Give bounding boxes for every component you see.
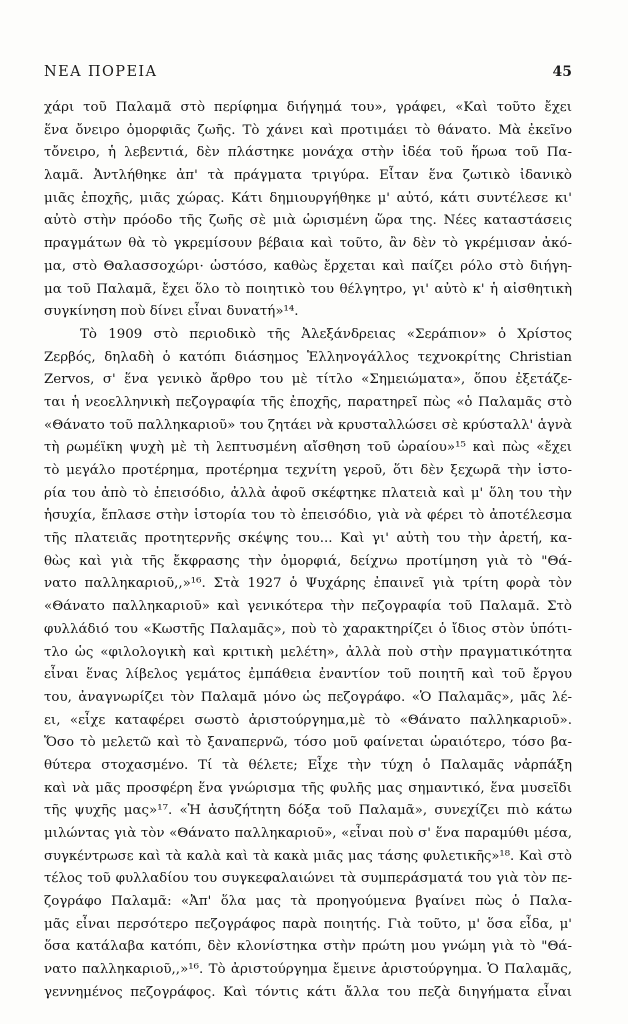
text-line: τὄνειρο, ἡ λεβεντιά, δὲν πλάστηκε μονάχα στὴν ἰδέα τοῦ ἥρωα τοῦ Πα- [44, 145, 572, 161]
text-line: ρία του ἀπὸ τὸ ἐπεισόδιο, ἀλλὰ ἀφοῦ σκέφτηκε πλατειὰ καὶ μ' ὅλη του τὴν [44, 485, 572, 501]
text-line: τῆς ψυχῆς μας»¹⁷. «Ἡ ἀσυζήτητη δόξα τοῦ Παλαμᾶ», συνεχίζει πιὸ κάτω [44, 803, 572, 819]
text-line: μιλώντας γιὰ τὸν «Θάνατο παλληκαριοῦ», «εἶναι ποὺ σ' ἕνα παραμύθι μέσα, [44, 826, 572, 841]
text-line: λαμᾶ. Ἀντλήθηκε ἀπ' τὰ πράγματα τριγύρα. Εἶταν ἕνα ζωτικὸ ἰδανικὸ [44, 168, 572, 184]
text-line: ὅσα κατάλαβα κατόπι, δὲν κλονίστηκα στὴν πρώτη μου γνώμη γιὰ τὸ "Θά- [44, 939, 572, 955]
page-number: 45 [552, 64, 572, 80]
running-head: ΝΕΑ ΠΟΡΕΙΑ [44, 64, 158, 80]
text-line: αὐτὸ στὴν πρόοδο τῆς ζωῆς σὲ μιὰ ὡρισμένη ὥρα της. Νέες καταστάσεις [44, 213, 572, 229]
text-line: «Θάνατο παλληκαριοῦ» καὶ γενικότερα τὴν πεζογραφία τοῦ Παλαμᾶ. Στὸ [44, 599, 572, 615]
text-line: ἡσυχία, ἔπλασε στὴν ἱστορία του τὸ ἐπεισόδιο, γιὰ νὰ φέρει τὸ ἀποτέλεσμα [44, 508, 572, 524]
text-line: Ζερβός, δηλαδὴ ὁ κατόπι διάσημος Ἑλληνογάλλος τεχνοκρίτης Christian [44, 349, 572, 365]
text-line: μα, στὸ Θαλασσοχώρι· ὡστόσο, καθὼς ἔρχεται καὶ παίζει ρόλο στὸ διήγη- [44, 258, 572, 274]
text-line: πραγμάτων θὰ τὸ γκρεμίσουν βέβαια καὶ τοῦτο, ἂν δὲν τὸ γκρέμισαν ἀκό- [44, 236, 572, 252]
text-line: «Θάνατο τοῦ παλληκαριοῦ» του ζητάει νὰ κρυσταλλώσει σὲ κρύσταλλ' ἁγνὰ [44, 417, 572, 433]
text-line: τέλος τοῦ φυλλαδίου του συγκεφαλαιώνει τὰ συμπεράσματά του γιὰ τὸν πε- [44, 871, 572, 887]
text-line: του, ἀναγνωρίζει τὸν Παλαμᾶ μόνο ὡς πεζογράφο. «Ὁ Παλαμᾶς», μᾶς λέ- [44, 689, 572, 705]
text-line: θύτερα στοχασμένο. Τί τὰ θέλετε; Εἶχε τὴν τύχη ὁ Παλαμᾶς νἀρπάξη [44, 757, 572, 773]
text-line: θὼς καὶ γιὰ τῆς ἔκφρασης τὴν ὀμορφιά, δείχνω προτίμηση γιὰ τὸ "Θά- [44, 553, 572, 569]
paragraph-start-line: Τὸ 1909 στὸ περιοδικὸ τῆς Ἀλεξάνδρειας «Σεράπιον» ὁ Χρίστος [80, 326, 572, 342]
text-line: χάρι τοῦ Παλαμᾶ στὸ περίφημα διήγημά του», γράφει, «Καὶ τοῦτο ἔχει [44, 100, 572, 115]
text-line: τὸ μεγάλο προτέρημα, προτέρημα τεχνίτη γεροῦ, ὅτι δὲν ξεχωρᾶ τὴν ἱστο- [44, 463, 572, 478]
text-line: μα τοῦ Παλαμᾶ, ἔχει ὅλο τὸ ποιητικὸ του θέλγητρο, γι' αὐτὸ κ' ἡ αἰσθητικὴ [44, 281, 572, 297]
body-text [44, 97, 572, 1005]
text-line: μᾶς εἶναι περσότερο πεζογράφος παρὰ ποιητής. Γιὰ τοῦτο, μ' ὅσα εἶδα, μ' [44, 916, 572, 932]
text-line: μιᾶς ἐποχῆς, μιᾶς χώρας. Κάτι δημιουργήθηκε μ' αὐτό, κάτι συντέλεσε κι' [44, 190, 572, 206]
text-line: ει, «εἶχε καταφέρει σωστὸ ἀριστούργημα,μὲ τὸ «Θάνατο παλληκαριοῦ». [44, 712, 572, 728]
page-header [44, 64, 572, 86]
text-line: Ὅσο τὸ μελετῶ καὶ τὸ ξαναπερνῶ, τόσο μοῦ φαίνεται ὡραιότερο, τόσο βα- [44, 735, 572, 751]
text-line: φυλλάδιό του «Κωστῆς Παλαμᾶς», ποὺ τὸ χαρακτηρίζει ὁ ἴδιος στὸν ὑπότι- [44, 621, 572, 637]
text-line: ἕνα ὄνειρο ὀμορφιᾶς ζωῆς. Τὸ χάνει καὶ προτιμάει τὸ θάνατο. Μὰ ἐκεῖνο [44, 122, 572, 138]
text-line: τῆς πλατειᾶς προτητερνῆς σκέψης του... Καὶ γι' αὐτὴ του τὴν ἀρετή, κα- [44, 531, 572, 547]
text-line: τλο ὡς «φιλολογικὴ καὶ κριτικὴ μελέτη», ἀλλὰ ποὺ στὴν πραγματικότητα [44, 644, 572, 660]
text-line: καὶ νὰ μᾶς προσφέρη ἕνα γνώρισμα τῆς φυλῆς μας σημαντικό, ἕνα μυσεῖδι [44, 780, 572, 796]
text-line: ται ἡ νεοελληνικὴ πεζογραφία τῆς ἐποχῆς, παρατηρεῖ πὼς «ὁ Παλαμᾶς στὸ [44, 394, 572, 410]
text-line: εἶναι ἕνας λίβελος γεμάτος ἐμπάθεια ἐναντίον τοῦ ποιητῆ καὶ τοῦ ἔργου [44, 667, 572, 683]
text-line: Zervos, σ' ἕνα γενικὸ ἄρθρο του μὲ τίτλο «Σημειώματα», ὅπου ἐξετάζε- [44, 372, 572, 388]
text-line: νατο παλληκαριοῦ,,»¹⁶. Τὸ ἀριστούργημα ἔμεινε ἀριστούργημα. Ὁ Παλαμᾶς, [44, 962, 572, 978]
text-line: τὴ ρωμέϊκη ψυχὴ μὲ τὴ λεπτυσμένη αἴσθηση τοῦ ὡραίου»¹⁵ καὶ πὼς «ἔχει [44, 440, 572, 456]
text-line: γεννημένος πεζογράφος. Καὶ τόντις κάτι ἄλλα του πεζὰ διηγήματα εἶναι [44, 984, 572, 1000]
text-line: νατο παλληκαριοῦ,,»¹⁶. Στὰ 1927 ὁ Ψυχάρης ἐπαινεῖ γιὰ τρίτη φορὰ τὸν [44, 576, 572, 592]
text-line: ζογράφο Παλαμᾶ: «Ἀπ' ὅλα μας τὰ προηγούμενα βγαίνει πὼς ὁ Παλα- [44, 894, 572, 910]
text-line: συγκέντρωσε καὶ τὰ καλὰ καὶ τὰ κακὰ μιᾶς μας τάσης φυλετικῆς»¹⁸. Καὶ στὸ [44, 848, 572, 864]
paragraph-end-line: συγκίνηση ποὺ δίνει εἶναι δυνατή»¹⁴. [44, 304, 299, 320]
